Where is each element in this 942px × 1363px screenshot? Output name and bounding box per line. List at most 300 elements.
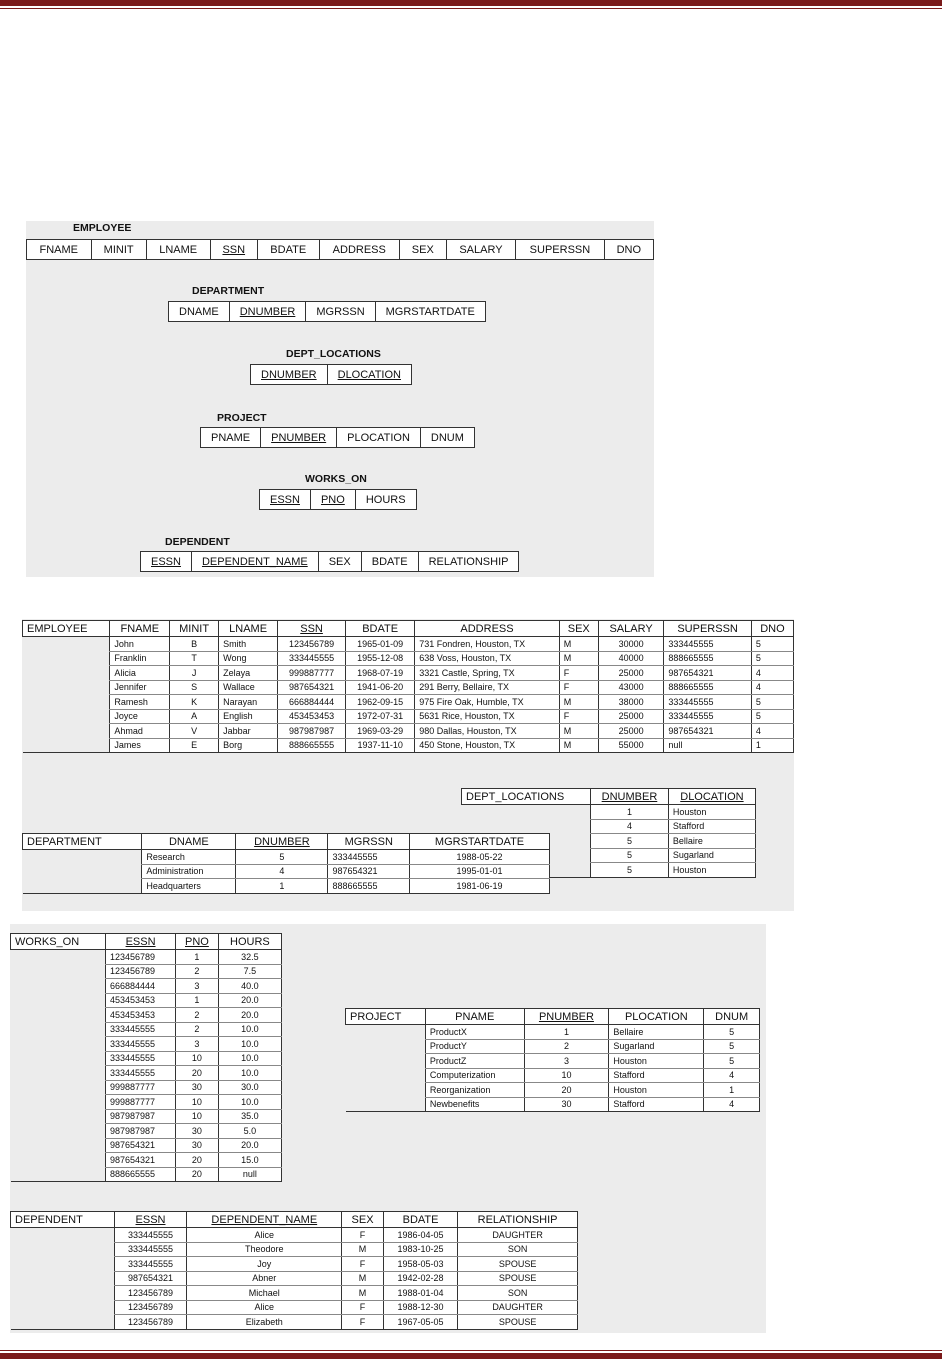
works-on-cell: 30 [176, 1138, 219, 1153]
employee-cell: K [170, 695, 219, 710]
employee-cell: 333445555 [664, 709, 751, 724]
schema-dependent-table [140, 551, 519, 572]
row-spacer [346, 1025, 426, 1040]
works-on-cell: 2 [176, 964, 219, 979]
employee-cell: 1968-07-19 [346, 666, 415, 681]
dependent-cell: Elizabeth [187, 1315, 342, 1330]
table-row [11, 979, 282, 994]
dept-locations-cell: 1 [591, 805, 669, 820]
schema-project-col: PLOCATION [337, 428, 421, 448]
employee-cell: 1937-11-10 [346, 738, 415, 753]
works-on-cell: 15.0 [218, 1153, 281, 1168]
works-on-cell: 999887777 [105, 1080, 175, 1095]
dependent-cell: DAUGHTER [458, 1300, 578, 1315]
row-spacer [23, 738, 110, 753]
table-row [346, 1097, 760, 1112]
dept-locations-cell: Sugarland [668, 848, 755, 863]
row-spacer [11, 1153, 106, 1168]
works-on-cell: 10 [176, 1109, 219, 1124]
works-on-cell: 10.0 [218, 1051, 281, 1066]
row-spacer [11, 1315, 115, 1330]
works-on-cell: 20 [176, 1153, 219, 1168]
dependent-cell: 1967-05-05 [383, 1315, 457, 1330]
employee-cell: 999887777 [278, 666, 346, 681]
dept-locations-cell: 5 [591, 834, 669, 849]
employee-cell: Alicia [110, 666, 170, 681]
dependent-cell: 1942-02-28 [383, 1271, 457, 1286]
project-cell: 5 [704, 1039, 760, 1054]
employee-cell: 3321 Castle, Spring, TX [415, 666, 559, 681]
row-spacer [346, 1083, 426, 1098]
table-row [11, 1080, 282, 1095]
project-column-header: DNUM [704, 1009, 760, 1025]
row-spacer [23, 850, 142, 865]
schema-dept-locations-title: DEPT_LOCATIONS [286, 348, 381, 360]
schema-employee-title: EMPLOYEE [73, 222, 132, 234]
works-on-cell: 32.5 [218, 950, 281, 965]
schema-employee-col: SUPERSSN [516, 240, 604, 260]
dependent-cell: M [342, 1286, 384, 1301]
row-spacer [11, 1138, 106, 1153]
department-cell: 987654321 [328, 864, 410, 879]
row-spacer [346, 1068, 426, 1083]
row-spacer [11, 1242, 115, 1257]
dependent-cell: 333445555 [114, 1242, 187, 1257]
works-on-cell: 333445555 [105, 1066, 175, 1081]
employee-cell: 25000 [598, 724, 664, 739]
department-cell: 333445555 [328, 850, 410, 865]
project-cell: 1 [524, 1025, 609, 1040]
works-on-cell: 123456789 [105, 964, 175, 979]
project-instance-table [345, 1008, 760, 1112]
schema-employee-table [26, 239, 654, 260]
employee-cell: Joyce [110, 709, 170, 724]
employee-cell: V [170, 724, 219, 739]
department-column-header: DNAME [142, 834, 236, 850]
department-cell: 4 [236, 864, 328, 879]
table-row [346, 1068, 760, 1083]
works-on-instance-table [10, 933, 282, 1182]
employee-cell: 40000 [598, 651, 664, 666]
schema-department-col: MGRSSN [306, 302, 375, 322]
employee-cell: Franklin [110, 651, 170, 666]
works-on-cell: 3 [176, 1037, 219, 1052]
row-spacer [11, 993, 106, 1008]
department-cell: 1 [236, 879, 328, 894]
row-spacer [11, 1167, 106, 1182]
dependent-cell: 123456789 [114, 1286, 187, 1301]
row-spacer [462, 805, 591, 820]
table-row [11, 1271, 578, 1286]
schema-employee-col: BDATE [257, 240, 319, 260]
project-cell: Newbenefits [425, 1097, 524, 1112]
works-on-cell: 2 [176, 1008, 219, 1023]
employee-cell: T [170, 651, 219, 666]
department-cell: 1981-06-19 [410, 879, 550, 894]
works-on-cell: 20.0 [218, 1138, 281, 1153]
employee-cell: Borg [219, 738, 278, 753]
table-row [23, 850, 550, 865]
works-on-cell: 10 [176, 1095, 219, 1110]
dependent-cell: 1986-04-05 [383, 1228, 457, 1243]
project-column-header: PLOCATION [609, 1009, 704, 1025]
employee-column-header: SALARY [598, 621, 664, 637]
row-spacer [23, 637, 110, 652]
department-column-header: DNUMBER [236, 834, 328, 850]
project-cell: Stafford [609, 1097, 704, 1112]
row-spacer [23, 864, 142, 879]
schema-works-on-table [259, 489, 417, 510]
employee-cell: 4 [751, 680, 793, 695]
employee-cell: 5 [751, 651, 793, 666]
dependent-cell: F [342, 1228, 384, 1243]
schema-dependent-col: RELATIONSHIP [418, 552, 519, 572]
table-row [11, 1051, 282, 1066]
employee-cell: 1972-07-31 [346, 709, 415, 724]
table-row [346, 1083, 760, 1098]
employee-cell: S [170, 680, 219, 695]
table-row [23, 709, 794, 724]
table-row [11, 1022, 282, 1037]
employee-cell: J [170, 666, 219, 681]
works-on-cell: 20 [176, 1167, 219, 1182]
department-cell: 888665555 [328, 879, 410, 894]
works-on-cell: 35.0 [218, 1109, 281, 1124]
employee-column-header: SSN [278, 621, 346, 637]
row-spacer [11, 1037, 106, 1052]
employee-cell: 980 Dallas, Houston, TX [415, 724, 559, 739]
employee-cell: 987654321 [664, 666, 751, 681]
schema-department-table [168, 301, 486, 322]
department-relation-name: DEPARTMENT [23, 834, 142, 850]
project-cell: 2 [524, 1039, 609, 1054]
employee-cell: 4 [751, 666, 793, 681]
row-spacer [11, 1257, 115, 1272]
dept-locations-column-header: DLOCATION [668, 789, 755, 805]
works-on-cell: 5.0 [218, 1124, 281, 1139]
dependent-cell: M [342, 1271, 384, 1286]
employee-cell: 1965-01-09 [346, 637, 415, 652]
table-row [23, 695, 794, 710]
dependent-cell: Abner [187, 1271, 342, 1286]
dependent-cell: 123456789 [114, 1315, 187, 1330]
employee-cell: 5 [751, 637, 793, 652]
table-row [23, 637, 794, 652]
schema-works-on-col: ESSN [260, 490, 311, 510]
row-spacer [11, 1124, 106, 1139]
employee-cell: 43000 [598, 680, 664, 695]
employee-instance-table [22, 620, 794, 753]
works-on-cell: 10.0 [218, 1037, 281, 1052]
employee-cell: Wong [219, 651, 278, 666]
employee-cell: 987987987 [278, 724, 346, 739]
employee-cell: Jennifer [110, 680, 170, 695]
dependent-cell: Alice [187, 1228, 342, 1243]
schema-dependent-col: BDATE [361, 552, 418, 572]
schema-employee-col: SSN [210, 240, 257, 260]
dependent-cell: Alice [187, 1300, 342, 1315]
employee-column-header: MINIT [170, 621, 219, 637]
schema-dependent-title: DEPENDENT [165, 536, 230, 548]
department-cell: 1988-05-22 [410, 850, 550, 865]
works-on-cell: 666884444 [105, 979, 175, 994]
employee-cell: 291 Berry, Bellaire, TX [415, 680, 559, 695]
works-on-column-header: ESSN [105, 934, 175, 950]
schema-panel [26, 221, 654, 577]
dept-locations-cell: 5 [591, 848, 669, 863]
table-row [462, 805, 756, 820]
table-row [23, 666, 794, 681]
header-rule [0, 0, 942, 6]
row-spacer [11, 979, 106, 994]
project-cell: ProductZ [425, 1054, 524, 1069]
dependent-cell: SPOUSE [458, 1257, 578, 1272]
employee-cell: 987654321 [278, 680, 346, 695]
schema-department-col: MGRSTARTDATE [375, 302, 485, 322]
employee-cell: 55000 [598, 738, 664, 753]
dependent-cell: M [342, 1242, 384, 1257]
dependent-column-header: DEPENDENT_NAME [187, 1212, 342, 1228]
table-row [11, 1153, 282, 1168]
dependent-cell: F [342, 1300, 384, 1315]
dependent-cell: SPOUSE [458, 1315, 578, 1330]
department-column-header: MGRSTARTDATE [410, 834, 550, 850]
employee-cell: 1955-12-08 [346, 651, 415, 666]
row-spacer [11, 1300, 115, 1315]
project-cell: Bellaire [609, 1025, 704, 1040]
row-spacer [23, 680, 110, 695]
table-row [11, 1037, 282, 1052]
works-on-cell: 333445555 [105, 1037, 175, 1052]
schema-project-title: PROJECT [217, 412, 267, 424]
employee-cell: Ahmad [110, 724, 170, 739]
department-column-header: MGRSSN [328, 834, 410, 850]
dependent-cell: SPOUSE [458, 1271, 578, 1286]
table-row [11, 1242, 578, 1257]
schema-project-col: PNUMBER [261, 428, 337, 448]
employee-cell: 975 Fire Oak, Humble, TX [415, 695, 559, 710]
works-on-cell: 888665555 [105, 1167, 175, 1182]
project-cell: Sugarland [609, 1039, 704, 1054]
works-on-cell: 999887777 [105, 1095, 175, 1110]
works-on-cell: 10.0 [218, 1066, 281, 1081]
employee-cell: Wallace [219, 680, 278, 695]
employee-cell: M [559, 651, 598, 666]
schema-works-on-col: HOURS [355, 490, 416, 510]
dept-locations-cell: Bellaire [668, 834, 755, 849]
row-spacer [11, 1271, 115, 1286]
dependent-column-header: BDATE [383, 1212, 457, 1228]
employee-cell: 38000 [598, 695, 664, 710]
works-on-cell: 453453453 [105, 1008, 175, 1023]
works-on-cell: 30.0 [218, 1080, 281, 1095]
table-row [23, 724, 794, 739]
works-on-cell: 30 [176, 1124, 219, 1139]
dependent-column-header: ESSN [114, 1212, 187, 1228]
dept-locations-cell: 5 [591, 863, 669, 878]
row-spacer [346, 1097, 426, 1112]
employee-cell: 4 [751, 724, 793, 739]
works-on-cell: 333445555 [105, 1051, 175, 1066]
employee-cell: 5 [751, 695, 793, 710]
employee-column-header: LNAME [219, 621, 278, 637]
schema-dept-locations-table [250, 364, 412, 385]
project-cell: Reorganization [425, 1083, 524, 1098]
table-row [346, 1025, 760, 1040]
row-spacer [11, 964, 106, 979]
dept-locations-cell: Houston [668, 863, 755, 878]
employee-cell: Smith [219, 637, 278, 652]
employee-cell: Ramesh [110, 695, 170, 710]
table-row [11, 950, 282, 965]
employee-cell: B [170, 637, 219, 652]
employee-cell: null [664, 738, 751, 753]
row-spacer [11, 1095, 106, 1110]
works-on-cell: 10 [176, 1051, 219, 1066]
row-spacer [23, 879, 142, 894]
dependent-cell: SON [458, 1242, 578, 1257]
schema-dependent-col: ESSN [141, 552, 192, 572]
employee-cell: 888665555 [664, 651, 751, 666]
employee-cell: 666884444 [278, 695, 346, 710]
works-on-cell: null [218, 1167, 281, 1182]
table-row [11, 964, 282, 979]
employee-cell: E [170, 738, 219, 753]
dependent-relation-name: DEPENDENT [11, 1212, 115, 1228]
works-on-cell: 30 [176, 1080, 219, 1095]
row-spacer [11, 1080, 106, 1095]
employee-cell: 888665555 [278, 738, 346, 753]
department-cell: Headquarters [142, 879, 236, 894]
dept-locations-column-header: DNUMBER [591, 789, 669, 805]
row-spacer [11, 1228, 115, 1243]
schema-employee-col: ADDRESS [319, 240, 399, 260]
table-row [11, 1228, 578, 1243]
header-rule-thin [0, 8, 942, 9]
dependent-cell: SON [458, 1286, 578, 1301]
dept-locations-cell: Houston [668, 805, 755, 820]
row-spacer [11, 1109, 106, 1124]
table-row [23, 864, 550, 879]
project-cell: ProductY [425, 1039, 524, 1054]
works-on-cell: 987987987 [105, 1109, 175, 1124]
footer-rule [0, 1353, 942, 1359]
works-on-cell: 40.0 [218, 979, 281, 994]
works-on-cell: 987987987 [105, 1124, 175, 1139]
row-spacer [11, 1051, 106, 1066]
project-cell: 4 [704, 1068, 760, 1083]
row-spacer [346, 1039, 426, 1054]
works-on-cell: 20.0 [218, 993, 281, 1008]
works-on-cell: 1 [176, 950, 219, 965]
employee-cell: 638 Voss, Houston, TX [415, 651, 559, 666]
employee-cell: 987654321 [664, 724, 751, 739]
employee-cell: F [559, 680, 598, 695]
dependent-cell: Theodore [187, 1242, 342, 1257]
department-instance-table [22, 833, 550, 894]
employee-cell: 123456789 [278, 637, 346, 652]
project-cell: 3 [524, 1054, 609, 1069]
department-cell: Research [142, 850, 236, 865]
employee-cell: M [559, 695, 598, 710]
employee-cell: 25000 [598, 709, 664, 724]
works-on-cell: 2 [176, 1022, 219, 1037]
dept-locations-cell: Stafford [668, 819, 755, 834]
schema-dependent-col: DEPENDENT_NAME [191, 552, 318, 572]
employee-column-header: SUPERSSN [664, 621, 751, 637]
schema-employee-col: LNAME [146, 240, 210, 260]
employee-cell: 30000 [598, 637, 664, 652]
project-cell: ProductX [425, 1025, 524, 1040]
project-cell: 30 [524, 1097, 609, 1112]
works-on-cell: 1 [176, 993, 219, 1008]
project-cell: 4 [704, 1097, 760, 1112]
employee-column-header: ADDRESS [415, 621, 559, 637]
row-spacer [11, 1286, 115, 1301]
schema-department-col: DNUMBER [229, 302, 306, 322]
employee-cell: A [170, 709, 219, 724]
department-cell: 1995-01-01 [410, 864, 550, 879]
employee-cell: F [559, 709, 598, 724]
table-row [11, 1138, 282, 1153]
row-spacer [462, 819, 591, 834]
works-on-cell: 10.0 [218, 1022, 281, 1037]
table-row [11, 1257, 578, 1272]
project-cell: 10 [524, 1068, 609, 1083]
employee-cell: 1962-09-15 [346, 695, 415, 710]
schema-department-col: DNAME [169, 302, 230, 322]
employee-cell: 25000 [598, 666, 664, 681]
schema-project-col: DNUM [420, 428, 474, 448]
works-on-column-header: PNO [176, 934, 219, 950]
schema-project-col: PNAME [201, 428, 261, 448]
schema-project-table [200, 427, 475, 448]
dependent-cell: 123456789 [114, 1300, 187, 1315]
row-spacer [23, 666, 110, 681]
works-on-cell: 987654321 [105, 1153, 175, 1168]
row-spacer [11, 950, 106, 965]
schema-employee-col: DNO [604, 240, 653, 260]
table-row [11, 1109, 282, 1124]
employee-cell: Zelaya [219, 666, 278, 681]
employee-cell: 1 [751, 738, 793, 753]
schema-employee-col: SEX [399, 240, 446, 260]
table-row [462, 819, 756, 834]
works-on-cell: 333445555 [105, 1022, 175, 1037]
footer-rule-thin [0, 1350, 942, 1351]
dependent-cell: Michael [187, 1286, 342, 1301]
dependent-instance-table [10, 1211, 578, 1330]
schema-department-title: DEPARTMENT [192, 285, 265, 297]
project-cell: Computerization [425, 1068, 524, 1083]
schema-dependent-col: SEX [318, 552, 361, 572]
project-cell: Houston [609, 1054, 704, 1069]
employee-cell: M [559, 724, 598, 739]
project-cell: Stafford [609, 1068, 704, 1083]
dependent-cell: 333445555 [114, 1257, 187, 1272]
department-cell: 5 [236, 850, 328, 865]
employee-cell: 888665555 [664, 680, 751, 695]
row-spacer [23, 709, 110, 724]
schema-employee-col: MINIT [91, 240, 146, 260]
works-on-cell: 20 [176, 1066, 219, 1081]
row-spacer [23, 695, 110, 710]
project-cell: Houston [609, 1083, 704, 1098]
works-on-cell: 453453453 [105, 993, 175, 1008]
row-spacer [346, 1054, 426, 1069]
works-on-cell: 10.0 [218, 1095, 281, 1110]
schema-works-on-col: PNO [310, 490, 355, 510]
